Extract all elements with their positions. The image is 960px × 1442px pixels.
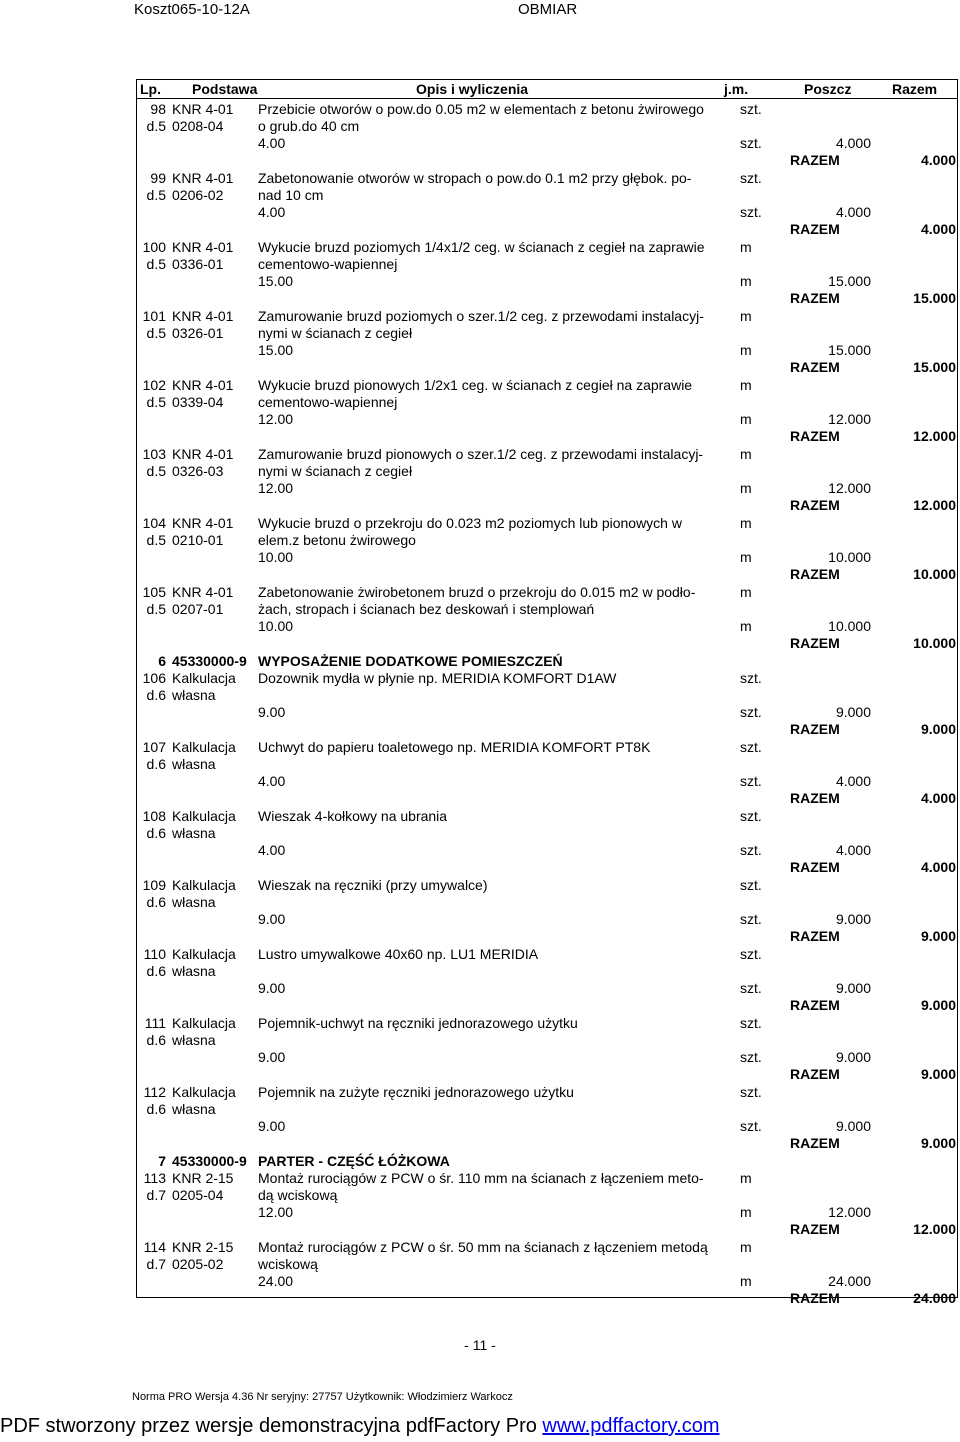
razem-label: RAZEM (790, 1135, 840, 1151)
entry-total: 4.000 (920, 859, 956, 875)
razem-label: RAZEM (790, 290, 840, 306)
entry-lp: 101 (142, 308, 166, 324)
entry-calculation: 9.00 (258, 980, 286, 996)
entry-unit: szt. (740, 1084, 762, 1100)
razem-label: RAZEM (790, 1290, 840, 1306)
entry-calc-unit: szt. (740, 842, 762, 858)
entry-basis-code: własna (172, 825, 216, 841)
entry-basis-code: własna (172, 756, 216, 772)
entry-calculation: 12.00 (258, 480, 294, 496)
entry-description: Zamurowanie bruzd poziomych o szer.1/2 ceg. z przewodami instalacyj- (258, 308, 704, 324)
entry-calculation: 15.00 (258, 273, 294, 289)
entry-chapter: d.6 (146, 894, 166, 910)
entry-quantity: 9.000 (835, 1049, 871, 1065)
entry-chapter: d.6 (146, 687, 166, 703)
entry-chapter: d.6 (146, 1101, 166, 1117)
entry-basis-code: 0207-01 (172, 601, 224, 617)
entry-total: 10.000 (913, 635, 956, 651)
entry-description-cont: nad 10 cm (258, 187, 324, 203)
entry-basis-code: własna (172, 687, 216, 703)
entry-description: Wykucie bruzd o przekroju do 0.023 m2 poziomych lub pionowych w (258, 515, 682, 531)
entry-lp: 108 (142, 808, 166, 824)
entry-unit: m (740, 377, 752, 393)
entry-description: Wieszak na ręczniki (przy umywalce) (258, 877, 488, 893)
entry-basis: KNR 4-01 (172, 584, 234, 600)
razem-label: RAZEM (790, 859, 840, 875)
entry-description: Wykucie bruzd poziomych 1/4x1/2 ceg. w ścianach z cegieł na zaprawie (258, 239, 705, 255)
entry-lp: 109 (142, 877, 166, 893)
entry-chapter: d.7 (146, 1187, 166, 1203)
software-line: Norma PRO Wersja 4.36 Nr seryjny: 27757 Użytkownik: Włodzimierz Warkocz (132, 1391, 513, 1403)
entry-description: Pojemnik-uchwyt na ręczniki jednorazowego użytku (258, 1015, 578, 1031)
entry-calc-unit: m (740, 480, 752, 496)
entry-quantity: 9.000 (835, 911, 871, 927)
entry-unit: m (740, 239, 752, 255)
entry-total: 9.000 (920, 1066, 956, 1082)
pdf-footer (0, 1412, 960, 1440)
section-code: 45330000-9 (172, 1153, 247, 1169)
razem-label: RAZEM (790, 566, 840, 582)
entry-quantity: 9.000 (835, 1118, 871, 1134)
razem-label: RAZEM (790, 221, 840, 237)
entry-calculation: 4.00 (258, 135, 286, 151)
entry-basis-code: 0208-04 (172, 118, 224, 134)
entry-total: 15.000 (913, 290, 956, 306)
entry-basis: KNR 4-01 (172, 101, 234, 117)
entry-quantity: 15.000 (828, 273, 871, 289)
entry-calc-unit: m (740, 618, 752, 634)
entry-unit: m (740, 1170, 752, 1186)
entry-description: Zabetonowanie żwirobetonem bruzd o przekroju do 0.015 m2 w podło- (258, 584, 696, 600)
entry-total: 9.000 (920, 1135, 956, 1151)
entry-calculation: 9.00 (258, 911, 286, 927)
entry-description-cont: nymi w ścianach z cegieł (258, 463, 413, 479)
entry-lp: 102 (142, 377, 166, 393)
entry-lp: 106 (142, 670, 166, 686)
entry-unit: szt. (740, 170, 762, 186)
entry-quantity: 4.000 (835, 773, 871, 789)
entry-chapter: d.5 (146, 601, 166, 617)
entry-calculation: 10.00 (258, 618, 294, 634)
entry-lp: 100 (142, 239, 166, 255)
entry-lp: 111 (144, 1015, 166, 1031)
entry-total: 9.000 (920, 928, 956, 944)
entry-total: 9.000 (920, 997, 956, 1013)
entry-description-cont: cementowo-wapiennej (258, 256, 398, 272)
entry-basis-code: własna (172, 963, 216, 979)
entry-calc-unit: szt. (740, 1049, 762, 1065)
entry-lp: 112 (143, 1084, 166, 1100)
entry-unit: m (740, 1239, 752, 1255)
entry-basis: Kalkulacja (172, 877, 236, 893)
entry-basis-code: 0210-01 (172, 532, 224, 548)
entry-unit: m (740, 584, 752, 600)
entry-chapter: d.5 (146, 118, 166, 134)
entry-quantity: 4.000 (835, 135, 871, 151)
entry-description-cont: wciskową (258, 1256, 318, 1272)
entry-basis: Kalkulacja (172, 670, 236, 686)
section-title: PARTER - CZĘŚĆ ŁÓŻKOWA (258, 1153, 450, 1169)
section-title: WYPOSAŻENIE DODATKOWE POMIESZCZEŃ (258, 653, 563, 669)
entry-basis: Kalkulacja (172, 808, 236, 824)
entry-chapter: d.5 (146, 463, 166, 479)
entry-chapter: d.5 (146, 325, 166, 341)
entry-lp: 107 (142, 739, 166, 755)
entry-unit: szt. (740, 877, 762, 893)
entry-unit: szt. (740, 946, 762, 962)
column-header-podstawa: Podstawa (192, 81, 258, 97)
razem-label: RAZEM (790, 359, 840, 375)
entry-description: Przebicie otworów o pow.do 0.05 m2 w elementach z betonu żwirowego (258, 101, 704, 117)
entry-calc-unit: szt. (740, 773, 762, 789)
pdf-footer-text: PDF stworzony przez wersje demonstracyjna pdfFactory Pro (0, 1415, 543, 1437)
entry-calculation: 4.00 (258, 842, 286, 858)
entry-basis-code: 0206-02 (172, 187, 224, 203)
entry-unit: m (740, 446, 752, 462)
column-header-poszcz: Poszcz (804, 81, 852, 97)
entry-calculation: 9.00 (258, 1049, 286, 1065)
entry-calc-unit: m (740, 342, 752, 358)
entry-lp: 104 (142, 515, 166, 531)
entry-description: Pojemnik na zużyte ręczniki jednorazowego użytku (258, 1084, 574, 1100)
entry-basis-code: własna (172, 1032, 216, 1048)
entry-basis: Kalkulacja (172, 946, 236, 962)
entry-chapter: d.7 (146, 1256, 166, 1272)
entry-calculation: 15.00 (258, 342, 294, 358)
entry-basis-code: 0339-04 (172, 394, 224, 410)
razem-label: RAZEM (790, 1066, 840, 1082)
entry-quantity: 9.000 (835, 980, 871, 996)
entry-quantity: 9.000 (835, 704, 871, 720)
entry-basis: KNR 2-15 (172, 1239, 234, 1255)
entry-total: 4.000 (920, 790, 956, 806)
entry-description: Montaż rurociągów z PCW o śr. 50 mm na ścianach z łączeniem metodą (258, 1239, 708, 1255)
entry-calc-unit: m (740, 411, 752, 427)
entry-total: 12.000 (913, 1221, 956, 1237)
entry-unit: szt. (740, 101, 762, 117)
entry-total: 9.000 (920, 721, 956, 737)
razem-label: RAZEM (790, 497, 840, 513)
entry-chapter: d.6 (146, 756, 166, 772)
entry-basis-code: 0205-04 (172, 1187, 224, 1203)
entry-description: Montaż rurociągów z PCW o śr. 110 mm na ścianach z łączeniem meto- (258, 1170, 704, 1186)
entry-total: 10.000 (913, 566, 956, 582)
entry-calc-unit: szt. (740, 704, 762, 720)
section-number: 7 (158, 1153, 166, 1169)
entry-calc-unit: m (740, 273, 752, 289)
entry-calc-unit: m (740, 1204, 752, 1220)
entry-unit: m (740, 308, 752, 324)
entry-calculation: 10.00 (258, 549, 294, 565)
entry-calc-unit: m (740, 549, 752, 565)
entry-basis: KNR 4-01 (172, 239, 234, 255)
razem-label: RAZEM (790, 997, 840, 1013)
entry-chapter: d.5 (146, 394, 166, 410)
entry-quantity: 10.000 (828, 618, 871, 634)
razem-label: RAZEM (790, 428, 840, 444)
entry-basis-code: 0326-01 (172, 325, 224, 341)
entry-total: 24.000 (913, 1290, 956, 1306)
entry-basis: KNR 2-15 (172, 1170, 234, 1186)
entry-total: 4.000 (920, 221, 956, 237)
entry-calculation: 9.00 (258, 1118, 286, 1134)
page-number: - 11 - (464, 1337, 496, 1353)
entry-calculation: 4.00 (258, 773, 286, 789)
section-code: 45330000-9 (172, 653, 247, 669)
entry-quantity: 15.000 (828, 342, 871, 358)
entry-description-cont: żach, stropach i ścianach bez deskowań i stemplowań (258, 601, 595, 617)
section-number: 6 (158, 653, 166, 669)
razem-label: RAZEM (790, 152, 840, 168)
entry-unit: m (740, 515, 752, 531)
entry-basis: Kalkulacja (172, 739, 236, 755)
entry-description: Zamurowanie bruzd pionowych o szer.1/2 ceg. z przewodami instalacyj- (258, 446, 704, 462)
entry-quantity: 4.000 (835, 842, 871, 858)
entry-total: 15.000 (913, 359, 956, 375)
document-code: Koszt065-10-12A (134, 1, 250, 18)
entry-description-cont: cementowo-wapiennej (258, 394, 398, 410)
entry-description: Wieszak 4-kołkowy na ubrania (258, 808, 448, 824)
entry-quantity: 10.000 (828, 549, 871, 565)
column-header-razem: Razem (892, 81, 938, 97)
entry-calc-unit: m (740, 1273, 752, 1289)
razem-label: RAZEM (790, 928, 840, 944)
entry-lp: 113 (143, 1170, 166, 1186)
entry-basis-code: własna (172, 1101, 216, 1117)
entry-lp: 99 (150, 170, 166, 186)
entry-quantity: 12.000 (828, 480, 871, 496)
razem-label: RAZEM (790, 1221, 840, 1237)
entry-basis: KNR 4-01 (172, 446, 234, 462)
entry-description-cont: elem.z betonu żwirowego (258, 532, 416, 548)
entry-chapter: d.5 (146, 256, 166, 272)
entry-basis-code: własna (172, 894, 216, 910)
razem-label: RAZEM (790, 635, 840, 651)
entry-chapter: d.6 (146, 963, 166, 979)
column-header-jm: j.m. (724, 81, 749, 97)
entry-description: Zabetonowanie otworów w stropach o pow.do 0.1 m2 przy głębok. po- (258, 170, 692, 186)
entry-calc-unit: szt. (740, 204, 762, 220)
entry-description-cont: dą wciskową (258, 1187, 338, 1203)
pdffactory-link[interactable]: www.pdffactory.com (542, 1415, 720, 1437)
entry-total: 12.000 (913, 428, 956, 444)
entry-chapter: d.6 (146, 1032, 166, 1048)
entry-lp: 103 (142, 446, 166, 462)
entry-basis-code: 0336-01 (172, 256, 224, 272)
entry-lp: 98 (150, 101, 166, 117)
entry-basis: KNR 4-01 (172, 515, 234, 531)
entry-chapter: d.5 (146, 187, 166, 203)
column-header-opis: Opis i wyliczenia (416, 81, 529, 97)
entry-calculation: 4.00 (258, 204, 286, 220)
entry-calculation: 9.00 (258, 704, 286, 720)
entry-description-cont: nymi w ścianach z cegieł (258, 325, 413, 341)
entry-quantity: 24.000 (828, 1273, 871, 1289)
entry-calc-unit: szt. (740, 911, 762, 927)
entry-basis: KNR 4-01 (172, 308, 234, 324)
entry-calc-unit: szt. (740, 135, 762, 151)
entry-description: Wykucie bruzd pionowych 1/2x1 ceg. w ścianach z cegieł na zaprawie (258, 377, 693, 393)
entry-basis: Kalkulacja (172, 1015, 236, 1031)
entry-calculation: 12.00 (258, 1204, 294, 1220)
entry-basis-code: 0326-03 (172, 463, 224, 479)
entry-unit: szt. (740, 739, 762, 755)
entry-basis: KNR 4-01 (172, 377, 234, 393)
entry-calculation: 24.00 (258, 1273, 294, 1289)
entry-basis: Kalkulacja (172, 1084, 236, 1100)
entry-total: 12.000 (913, 497, 956, 513)
entry-unit: szt. (740, 808, 762, 824)
entry-total: 4.000 (920, 152, 956, 168)
entry-description: Dozownik mydła w płynie np. MERIDIA KOMFORT D1AW (258, 670, 617, 686)
entry-calc-unit: szt. (740, 980, 762, 996)
entry-description: Uchwyt do papieru toaletowego np. MERIDIA KOMFORT PT8K (258, 739, 651, 755)
entry-calc-unit: szt. (740, 1118, 762, 1134)
entry-lp: 105 (142, 584, 166, 600)
entry-calculation: 12.00 (258, 411, 294, 427)
entry-quantity: 12.000 (828, 411, 871, 427)
entry-description-cont: o grub.do 40 cm (258, 118, 360, 134)
document-title: OBMIAR (518, 1, 578, 18)
entry-lp: 110 (143, 946, 166, 962)
entry-basis-code: 0205-02 (172, 1256, 224, 1272)
razem-label: RAZEM (790, 721, 840, 737)
entry-quantity: 12.000 (828, 1204, 871, 1220)
entry-lp: 114 (143, 1239, 166, 1255)
entry-description: Lustro umywalkowe 40x60 np. LU1 MERIDIA (258, 946, 539, 962)
column-header-lp: Lp. (140, 81, 161, 97)
entry-chapter: d.6 (146, 825, 166, 841)
razem-label: RAZEM (790, 790, 840, 806)
entry-unit: szt. (740, 1015, 762, 1031)
entry-basis: KNR 4-01 (172, 170, 234, 186)
entry-unit: szt. (740, 670, 762, 686)
entry-chapter: d.5 (146, 532, 166, 548)
entry-quantity: 4.000 (835, 204, 871, 220)
